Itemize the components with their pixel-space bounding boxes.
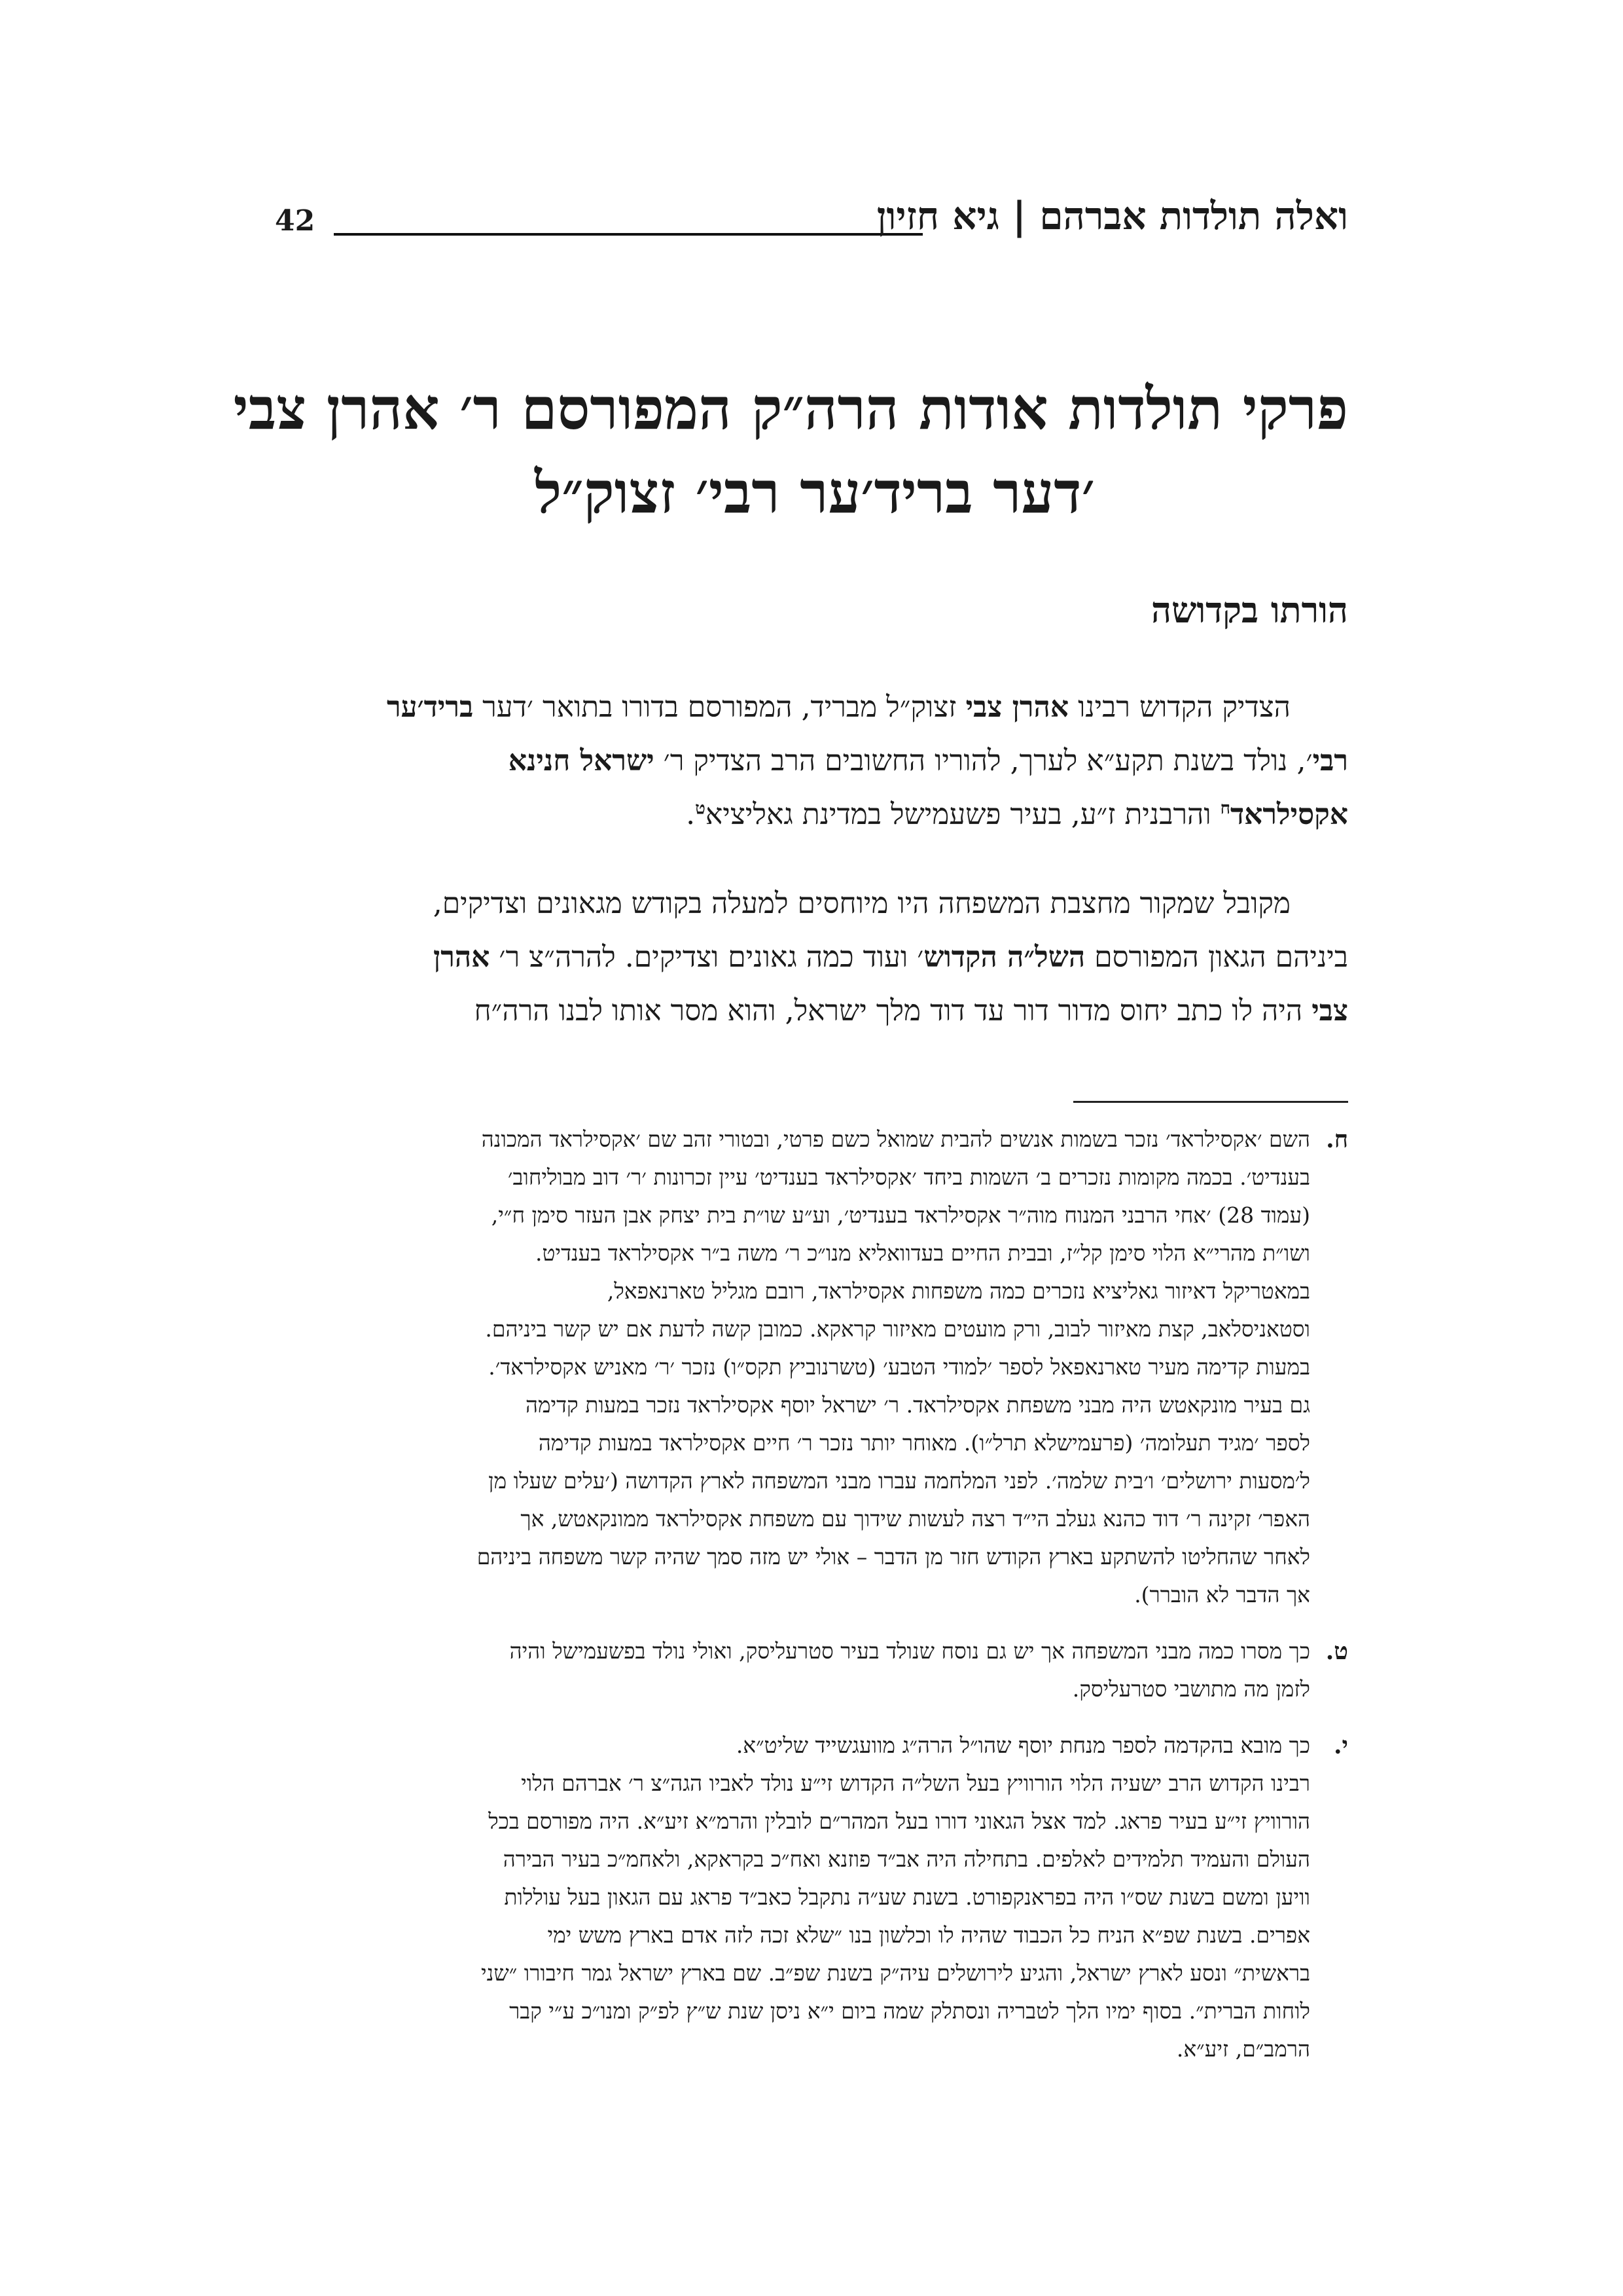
footnote: [275, 1632, 1348, 1708]
footnote-line: אך הדבר לא הוברר).: [1134, 1582, 1310, 1607]
footnote-separator: [1073, 1101, 1348, 1103]
header-rule: [334, 233, 923, 236]
footnote-line: כך מסרו כמה מבני המשפחה אך יש גם נוסח שנולד בעיר סטרעליסק, ואולי נולד בפשעמישל והיה: [509, 1638, 1310, 1664]
article-title-line-2: ׳דער בריד׳ער רבי׳ זצוק״ל: [535, 458, 1095, 526]
paragraph-2-line: ביניהם הגאון המפורסם השל״ה הקדוש׳ ועוד כמה גאונים וצדיקים. להרה״צ ר׳ אהרן: [433, 941, 1348, 974]
footnote-line: בענדיט׳. בכמה מקומות נזכרים ב׳ השמות ביחד ׳אקסילראד בענדיט׳ עיין זכרונות ׳ר׳ דוב מבוליחוב׳: [507, 1164, 1310, 1190]
footnote-line: לוחות הברית״. בסוף ימיו הלך לטבריה ונסתלק שמה ביום י״א ניסן שנת ש״ץ לפ״ק ומנו״כ ע״י קבר: [509, 1998, 1310, 2024]
article-title: [233, 367, 1348, 534]
footnote-line: וויען ומשם בשנת שס״ו היה בפראנקפורט. בשנת שע״ה נתקבל כאב״ד פראג עם הגאון בעל עוללות: [504, 1884, 1310, 1910]
footnote-marker: י.: [1334, 1732, 1348, 1759]
paragraph-2-line: צבי היה לו כתב יחוס מדור דור עד דוד מלך ישראל, והוא מסר אותו לבנו הרה״ח: [474, 994, 1348, 1028]
footnote-line: בראשית״ ונסע לארץ ישראל, והגיע לירושלים עיה״ק בשנת שפ״ב. שם בארץ ישראל גמר חיבורו ״שני: [481, 1960, 1310, 1986]
footnote-line: האפר׳ זקינה ר׳ דוד כהנא געלב הי״ד רצה לעשות שידוך עם משפחת אקסילראד ממונקאטש, אך: [520, 1506, 1310, 1532]
footnotes: [275, 1121, 1348, 2068]
footnote-ref[interactable]: ט: [695, 798, 705, 819]
footnote-marker: ח.: [1326, 1126, 1348, 1153]
footnote-marker: ט.: [1325, 1638, 1348, 1665]
footnote-line: וסטאניסלאב, קצת מאיזור לבוב, ורק מועטים מאיזור קראקא. כמובן קשה לדעת אם יש קשר ביניהם.: [485, 1316, 1310, 1342]
footnote-line: השם ׳אקסילראד׳ נזכר בשמות אנשים להבית שמואל כשם פרטי, ובטורי זהב שם ׳אקסילראד המכונה: [481, 1126, 1310, 1152]
footnote-line: ל׳מסעות ירושלים׳ ו׳בית שלמה׳. לפני המלחמה עברו מבני המשפחה לארץ הקדושה (׳עלים שעלו מן: [488, 1468, 1310, 1494]
footnote-line: גם בעיר מונקאטש היה מבני משפחת אקסילראד. ר׳ ישראל יוסף אקסילראד נזכר במעות קדימה: [525, 1392, 1310, 1418]
section-heading: הורתו בקדושה: [1151, 589, 1348, 631]
paragraph-2-line: מקובל שמקור מחצבת המשפחה היו מיוחסים למעלה בקודש מגאונים וצדיקים,: [433, 887, 1291, 920]
footnote-ref[interactable]: ח: [1220, 798, 1231, 819]
paragraph-1-line: הצדיק הקדוש רבינו אהרן צבי זצוק״ל מבריד, המפורסם בדורו בתואר ׳דער בריד׳ער: [386, 691, 1291, 724]
paragraph-1-line: אקסילראד$^ח$ והרבנית ז״ע, בעיר פשעמישל במדינת גאליציא$^ט$.: [686, 798, 1348, 831]
footnote-line: לספר ׳מגיד תעלומה׳ (פרעמישלא תרל״ו). מאוחר יותר נזכר ר׳ חיים אקסילראד במעות קדימה: [538, 1430, 1310, 1456]
footnote: [275, 1121, 1348, 1614]
footnote-line: (עמוד 28) ׳אחי הרבני המנוח מוה״ר אקסילראד בענדיט׳, וע״ע שו״ת בית יצחק אבן העזר סימן ח״י,: [491, 1202, 1310, 1228]
footnote-line: ושו״ת מהרי״א הלוי סימן קל״ז, ובבית החיים בעדוואליא מנו״כ ר׳ משה ב״ר אקסילראד בענדיט.: [535, 1240, 1310, 1266]
page-number: 42: [275, 204, 315, 238]
paragraph-2: [275, 877, 1348, 1038]
paragraph-1: [275, 681, 1348, 842]
footnote-line: העולם והעמיד תלמידים לאלפים. בתחילה היה אב״ד פוזנא ואח״כ בקראקא, ולאחמ״כ בעיר הבירה: [503, 1846, 1310, 1872]
running-head: [275, 194, 1348, 253]
article-title-line-1: פרקי תולדות אודות הרה״ק המפורסם ר׳ אהרן צבי: [233, 374, 1348, 442]
footnote-line: הורוויץ זי״ע בעיר פראג. למד אצל הגאוני דורו בעל המהר״ם לובלין והרמ״א זיע״א. היה מפורסם בכל: [488, 1808, 1310, 1834]
running-head-title: ואלה תולדות אברהם | גיא חזיון: [876, 194, 1348, 238]
footnote-line: לזמן מה מתושבי סטרעליסק.: [1072, 1676, 1310, 1702]
footnote-line: אפרים. בשנת שפ״א הניח כל הכבוד שהיה לו וכלשון בנו ״שלא זכה לזה אדם בארץ משש ימי: [547, 1922, 1310, 1948]
paragraph-1-line: רבי׳, נולד בשנת תקע״א לערך, להוריו החשובים הרב הצדיק ר׳ ישראל חנינא: [508, 744, 1348, 778]
footnote-line: כך מובא בהקדמה לספר מנחת יוסף שהו״ל הרה״ג מוועגשייד שליט״א.: [736, 1732, 1310, 1758]
footnote-line: במאטריקל דאיזור גאליציא נזכרים כמה משפחות אקסילראד, רובם מגליל טארנאפאל,: [607, 1278, 1310, 1304]
footnote-line: במעות קדימה מעיר טארנאפאל לספר ׳למודי הטבע׳ (טשרנוביץ תקס״ו) נזכר ׳ר׳ מאניש אקסילראד׳.: [488, 1354, 1310, 1380]
footnote: [275, 1727, 1348, 2068]
footnote-line: רבינו הקדוש הרב ישעיה הלוי הורוויץ בעל השל״ה הקדוש זי״ע נולד לאביו הגה״צ ר׳ אברהם הלוי: [521, 1770, 1310, 1796]
footnote-line: לאחר שהחליטו להשתקע בארץ הקודש חזר מן הדבר – אולי יש מזה סמך שהיה קשר משפחה ביניהם: [476, 1544, 1310, 1570]
footnote-line: הרמב״ם, זיע״א.: [1176, 2036, 1310, 2062]
